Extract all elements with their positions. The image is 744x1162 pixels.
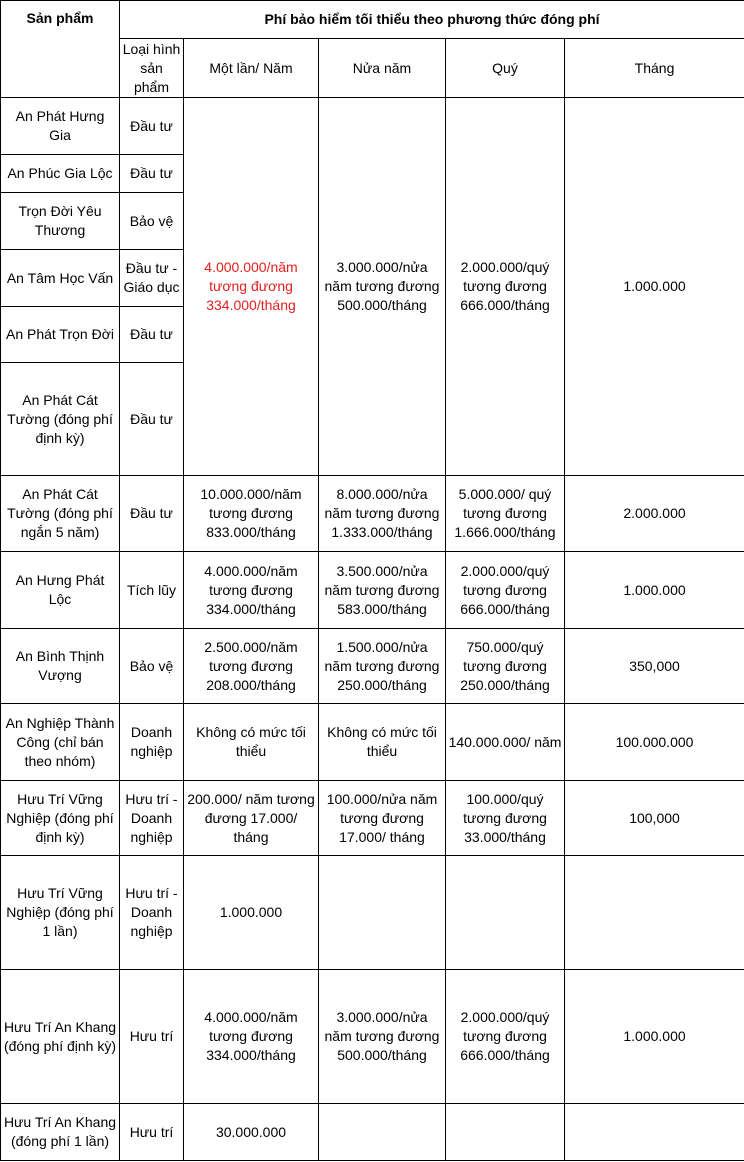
annual-premium: 200.000/ năm tương đương 17.000/ tháng xyxy=(184,781,319,856)
product-type: Bảo vệ xyxy=(120,193,184,250)
annual-premium: 10.000.000/năm tương đương 833.000/tháng xyxy=(184,476,319,552)
table-row xyxy=(1,856,744,970)
header-quarterly: Quý xyxy=(446,39,565,98)
product-name: An Phát Hưng Gia xyxy=(1,98,120,155)
header-annual: Một lần/ Năm xyxy=(184,39,319,98)
product-name: Hưu Trí Vững Nghiệp (đóng phí 1 lần) xyxy=(1,856,120,970)
product-name: An Phát Cát Tường (đóng phí định kỳ) xyxy=(1,363,120,476)
table-row xyxy=(1,629,744,704)
product-name: An Phát Cát Tường (đóng phí ngắn 5 năm) xyxy=(1,476,120,552)
header-min-premium-group: Phí bảo hiểm tối thiểu theo phương thức đóng phí xyxy=(120,1,744,39)
product-type: Hưu trí - Doanh nghiệp xyxy=(120,781,184,856)
annual-premium: 4.000.000/năm tương đương 334.000/tháng xyxy=(184,98,319,476)
product-type: Đầu tư xyxy=(120,307,184,363)
quarterly-premium: 5.000.000/ quý tương đương 1.666.000/tháng xyxy=(446,476,565,552)
annual-premium: 2.500.000/năm tương đương 208.000/tháng xyxy=(184,629,319,704)
header-product-type: Loại hình sản phẩm xyxy=(120,39,184,98)
table-row xyxy=(1,781,744,856)
product-name: An Phát Trọn Đời xyxy=(1,307,120,363)
quarterly-premium: 2.000.000/quý tương đương 666.000/tháng xyxy=(446,98,565,476)
monthly-premium: 1.000.000 xyxy=(565,552,744,629)
header-monthly: Tháng xyxy=(565,39,744,98)
quarterly-premium: 2.000.000/quý tương đương 666.000/tháng xyxy=(446,970,565,1104)
table-row xyxy=(1,552,744,629)
monthly-premium: 100.000.000 xyxy=(565,704,744,781)
product-name: An Bình Thịnh Vượng xyxy=(1,629,120,704)
product-name: An Phúc Gia Lộc xyxy=(1,155,120,193)
product-type: Hưu trí - Doanh nghiệp xyxy=(120,856,184,970)
semi-annual-premium xyxy=(319,1104,446,1161)
quarterly-premium: 750.000/quý tương đương 250.000/tháng xyxy=(446,629,565,704)
product-name: Hưu Trí An Khang (đóng phí 1 lần) xyxy=(1,1104,120,1161)
quarterly-premium xyxy=(446,1104,565,1161)
header-semi-annual: Nửa năm xyxy=(319,39,446,98)
table-row xyxy=(1,970,744,1104)
table-row xyxy=(1,476,744,552)
product-type: Đầu tư - Giáo dục xyxy=(120,250,184,307)
semi-annual-premium: 3.500.000/nửa năm tương đương 583.000/tháng xyxy=(319,552,446,629)
table-row xyxy=(1,98,744,155)
product-name: An Tâm Học Vấn xyxy=(1,250,120,307)
product-type: Đầu tư xyxy=(120,98,184,155)
quarterly-premium xyxy=(446,856,565,970)
product-type: Hưu trí xyxy=(120,1104,184,1161)
table-row xyxy=(1,1104,744,1161)
table-row xyxy=(1,704,744,781)
monthly-premium xyxy=(565,856,744,970)
annual-premium: 1.000.000 xyxy=(184,856,319,970)
semi-annual-premium: 3.000.000/nửa năm tương đương 500.000/tháng xyxy=(319,98,446,476)
product-name: Hưu Trí Vững Nghiệp (đóng phí định kỳ) xyxy=(1,781,120,856)
product-type: Đầu tư xyxy=(120,476,184,552)
product-type: Hưu trí xyxy=(120,970,184,1104)
monthly-premium: 350,000 xyxy=(565,629,744,704)
semi-annual-premium: Không có mức tối thiểu xyxy=(319,704,446,781)
monthly-premium: 100,000 xyxy=(565,781,744,856)
semi-annual-premium: 3.000.000/nửa năm tương đương 500.000/tháng xyxy=(319,970,446,1104)
quarterly-premium: 2.000.000/quý tương đương 666.000/tháng xyxy=(446,552,565,629)
product-type: Đầu tư xyxy=(120,363,184,476)
product-type: Doanh nghiệp xyxy=(120,704,184,781)
semi-annual-premium: 8.000.000/nửa năm tương đương 1.333.000/tháng xyxy=(319,476,446,552)
product-type: Đầu tư xyxy=(120,155,184,193)
product-name: An Hưng Phát Lộc xyxy=(1,552,120,629)
monthly-premium: 2.000.000 xyxy=(565,476,744,552)
annual-premium: Không có mức tối thiểu xyxy=(184,704,319,781)
header-product: Sản phẩm xyxy=(1,1,120,98)
annual-premium: 30.000.000 xyxy=(184,1104,319,1161)
semi-annual-premium: 100.000/nửa năm tương đương 17.000/ tháng xyxy=(319,781,446,856)
product-type: Tích lũy xyxy=(120,552,184,629)
quarterly-premium: 100.000/quý tương đương 33.000/tháng xyxy=(446,781,565,856)
quarterly-premium: 140.000.000/ năm xyxy=(446,704,565,781)
product-name: Trọn Đời Yêu Thương xyxy=(1,193,120,250)
monthly-premium: 1.000.000 xyxy=(565,970,744,1104)
semi-annual-premium: 1.500.000/nửa năm tương đương 250.000/tháng xyxy=(319,629,446,704)
annual-premium: 4.000.000/năm tương đương 334.000/tháng xyxy=(184,552,319,629)
product-name: An Nghiệp Thành Công (chỉ bán theo nhóm) xyxy=(1,704,120,781)
monthly-premium xyxy=(565,1104,744,1161)
monthly-premium: 1.000.000 xyxy=(565,98,744,476)
annual-premium: 4.000.000/năm tương đương 334.000/tháng xyxy=(184,970,319,1104)
product-type: Bảo vệ xyxy=(120,629,184,704)
product-name: Hưu Trí An Khang (đóng phí định kỳ) xyxy=(1,970,120,1104)
semi-annual-premium xyxy=(319,856,446,970)
